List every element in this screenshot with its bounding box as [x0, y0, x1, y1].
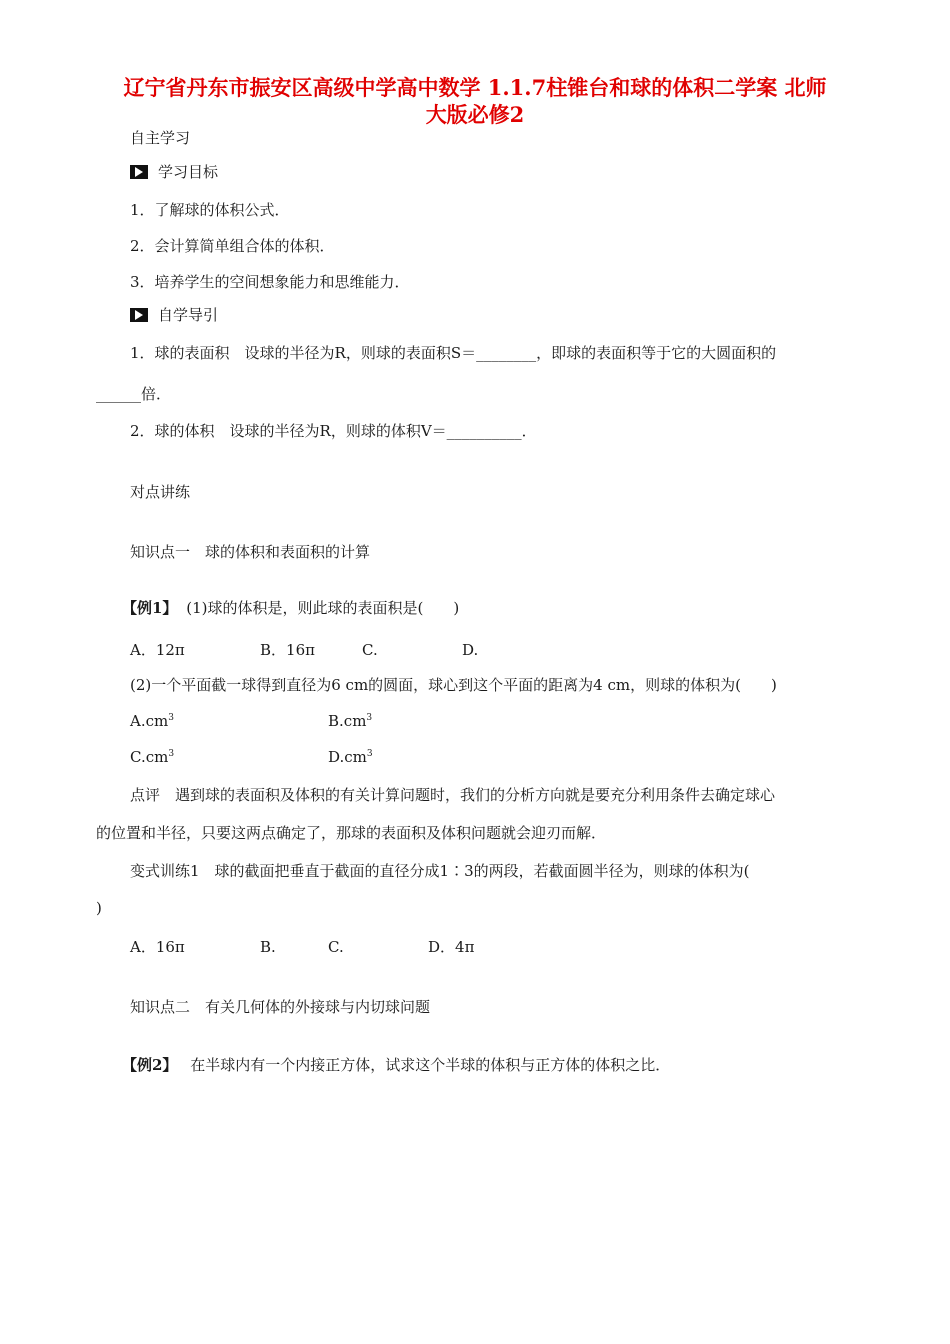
- example-1-question-1: [122, 598, 459, 618]
- option-a: A．12π: [130, 641, 185, 659]
- option-c: C.: [362, 641, 378, 659]
- option-b: B．16π: [260, 641, 315, 659]
- option-d: $D.cm^3$: [328, 748, 373, 766]
- example-2: [122, 1055, 670, 1075]
- section-self-study: 自主学习: [130, 129, 191, 147]
- example-2-text: 在半球内有一个内接正方体，试求这个半球的体积与正方体的体积之比．: [190, 1056, 671, 1074]
- goals-heading-text: 学习目标: [158, 163, 219, 181]
- goal-item-2: 2．会计算简单组合体的体积．: [130, 237, 335, 255]
- document-title-line-2: 大版必修2: [425, 102, 525, 127]
- comment-line-2: 的位置和半径，只要这两点确定了，那球的表面积及体积问题就会迎刃而解．: [96, 824, 607, 842]
- comment-line-1: 点评 遇到球的表面积及体积的有关计算问题时，我们的分析方向就是要充分利用条件去确定球心: [130, 786, 776, 804]
- option-b: $B.cm^3$: [328, 712, 373, 730]
- option-c: C.: [328, 938, 344, 956]
- goals-heading: [130, 162, 218, 182]
- example-1-q2-options-row-2: [0, 747, 950, 767]
- section-practice: 对点讲练: [130, 483, 191, 501]
- variant-1-options: [0, 937, 950, 957]
- option-b: B.: [260, 938, 276, 956]
- option-d: D．4π: [428, 938, 475, 956]
- guide-heading: [130, 305, 218, 325]
- variant-training-1-continued: ): [96, 899, 102, 917]
- variant-training-1: 变式训练1 球的截面把垂直于截面的直径分成1∶3的两段，若截面圆半径为，则球的体积为(: [130, 862, 750, 880]
- play-marker-icon: [130, 165, 148, 179]
- option-a: A．16π: [130, 938, 185, 956]
- example-1-question-2: (2)一个平面截一球得到直径为6 cm的圆面，球心到这个平面的距离为4 cm，则球的体积为( ): [130, 676, 777, 694]
- goal-item-3: 3．培养学生的空间想象能力和思维能力．: [130, 273, 410, 291]
- guide-item-2: 2．球的体积 设球的半径为R，则球的体积V＝__________．: [130, 422, 537, 440]
- play-marker-icon: [130, 308, 148, 322]
- option-c: $C.cm^3$: [130, 748, 175, 766]
- guide-heading-text: 自学导引: [158, 306, 219, 324]
- example-1-q2-options-row-1: [0, 711, 950, 731]
- example-1-label: 【例1】: [122, 599, 178, 617]
- guide-item-1: 1．球的表面积 设球的半径为R，则球的表面积S＝________，即球的表面积等于它的大圆面积的: [130, 344, 777, 362]
- knowledge-point-1: 知识点一 球的体积和表面积的计算: [130, 543, 371, 561]
- document-title-line-1: 辽宁省丹东市振安区高级中学高中数学 1.1.7柱锥台和球的体积二学案 北师: [123, 75, 827, 100]
- example-1-q1-options: [0, 640, 950, 660]
- guide-item-1-continued: ______倍．: [96, 385, 172, 403]
- option-d: D.: [462, 641, 479, 659]
- example-2-label: 【例2】: [122, 1056, 178, 1074]
- example-1-q1-text: (1)球的体积是，则此球的表面积是( ): [186, 599, 460, 617]
- goal-item-1: 1．了解球的体积公式．: [130, 201, 290, 219]
- knowledge-point-2: 知识点二 有关几何体的外接球与内切球问题: [130, 998, 431, 1016]
- option-a: $A.cm^3$: [130, 712, 174, 730]
